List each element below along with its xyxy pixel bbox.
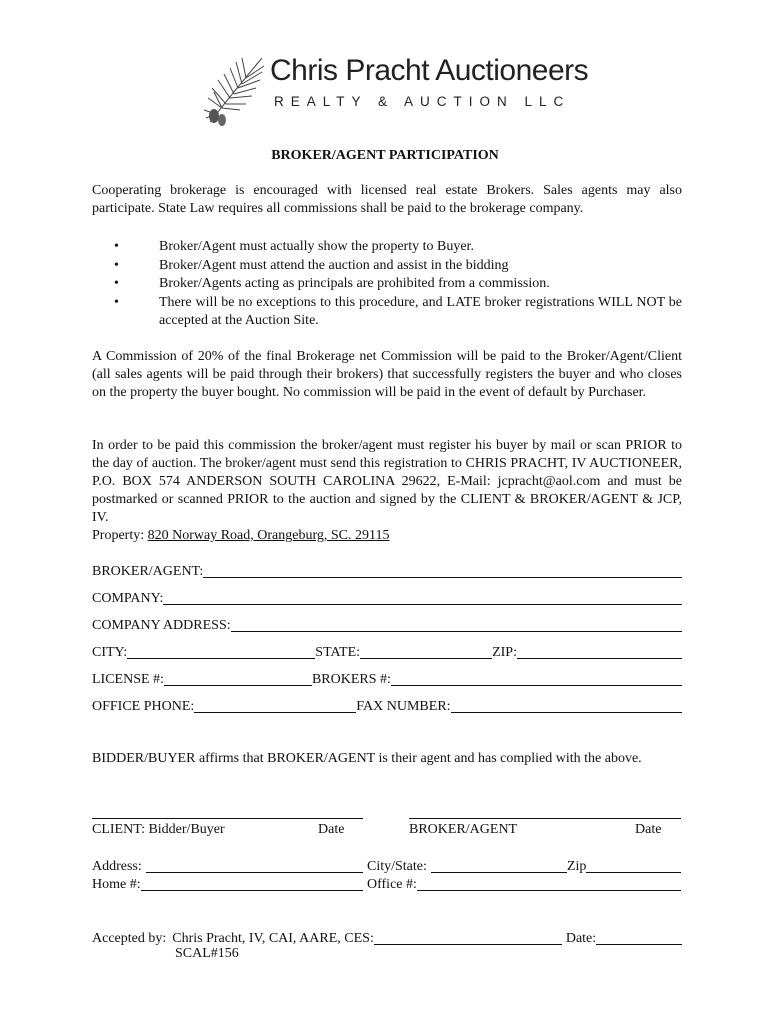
bullet-icon: • (114, 294, 119, 310)
company-address-field[interactable] (231, 616, 682, 632)
bullet-icon: • (114, 276, 119, 291)
broker-signature-line[interactable] (409, 818, 681, 819)
list-item (92, 238, 682, 257)
office-field[interactable] (417, 875, 681, 891)
property-address: 820 Norway Road, Orangeburg, SC. 29115 (147, 528, 390, 543)
bullet-icon: • (114, 239, 119, 254)
accepted-row (92, 929, 682, 947)
broker-signature-label: BROKER/AGENT (409, 822, 518, 837)
office-row (367, 875, 681, 893)
bullet-text: Broker/Agent must actually show the property to Buyer. (159, 239, 474, 254)
pine-branch-icon (200, 50, 280, 130)
list-item (92, 294, 682, 331)
license-field[interactable] (164, 670, 312, 686)
document-title: BROKER/AGENT PARTICIPATION (271, 148, 499, 163)
accepted-date-field[interactable] (596, 929, 682, 945)
office-label: Office #: (367, 877, 417, 892)
client-signature-label: CLIENT: Bidder/Buyer (92, 822, 225, 837)
zip-field[interactable] (517, 643, 682, 659)
city-label: CITY: (92, 645, 128, 660)
brokers-label: BROKERS #: (311, 672, 391, 687)
client-date-label: Date (318, 822, 345, 837)
intro-paragraph: Cooperating brokerage is encouraged with licensed real estate Brokers. Sales agents may also participate. State Law requires all commissions shall be paid to the brokerage company. (92, 183, 682, 216)
company-logo (200, 50, 589, 130)
bullet-text: There will be no exceptions to this procedure, and LATE broker registrations WILL NOT be accepted at the Auction Site. (159, 294, 682, 328)
bullet-icon: • (114, 257, 119, 273)
scal-number: SCAL#156 (175, 946, 239, 961)
state-field[interactable] (360, 643, 492, 659)
accepted-signature-field[interactable] (374, 929, 562, 945)
list-item (92, 257, 682, 276)
fax-number-field[interactable] (451, 697, 682, 713)
address-row (92, 857, 363, 875)
broker-agent-row (92, 562, 682, 580)
bullet-text: Broker/Agent must attend the auction and assist in the bidding (159, 257, 509, 273)
company-subtitle: REALTY & AUCTION LLC (274, 94, 571, 109)
client-signature-line[interactable] (92, 818, 363, 819)
license-brokers-row (92, 670, 682, 688)
broker-date-label: Date (635, 822, 662, 837)
accepted-label: Accepted by: (92, 931, 167, 946)
license-label: LICENSE #: (92, 672, 164, 687)
zip-label: ZIP: (492, 645, 517, 660)
company-field[interactable] (163, 589, 682, 605)
home-field[interactable] (141, 875, 363, 891)
address-field[interactable] (146, 857, 363, 873)
company-row (92, 589, 682, 607)
state-label: STATE: (315, 645, 361, 660)
company-label: COMPANY: (92, 591, 164, 606)
zip-sig-field[interactable] (586, 857, 681, 873)
home-row (92, 875, 363, 893)
rules-list (92, 238, 682, 331)
fax-number-label: FAX NUMBER: (356, 699, 451, 714)
commission-paragraph: A Commission of 20% of the final Brokerage net Commission will be paid to the Broker/Agent/Client (all sales agents will be paid through their brokers) that successfully registers the buyer and who closes on the property the buyer bought. No commission will be paid in the event of default by Purchaser. (92, 349, 682, 400)
registration-paragraph: In order to be paid this commission the broker/agent must register his buyer by mail or scan PRIOR to the day of auction. The broker/agent must send this registration to CHRIS PRACHT, IV AUCTIONEER, P.O. BOX 574 ANDERSON SOUTH CAROLINA 29622, E-Mail: jcpracht@aol.com and must be postmarked or scanned PRIOR to the auction and signed by the CLIENT & BROKER/AGENT & JCP, IV. (92, 438, 682, 525)
city-state-zip-row (92, 643, 682, 661)
home-label: Home #: (92, 877, 141, 892)
broker-agent-label: BROKER/AGENT: (92, 564, 204, 579)
company-address-label: COMPANY ADDRESS: (92, 618, 231, 633)
city-state-label: City/State: (367, 859, 427, 874)
list-item (92, 275, 682, 294)
city-field[interactable] (127, 643, 315, 659)
zip-sig-label: Zip (566, 859, 587, 874)
accepted-date-label: Date: (565, 931, 597, 946)
address-label: Address: (92, 859, 142, 874)
city-state-zip-sig-row (367, 857, 681, 875)
phone-fax-row (92, 697, 682, 715)
broker-agent-field[interactable] (203, 562, 682, 578)
office-phone-field[interactable] (194, 697, 356, 713)
property-line (92, 527, 682, 545)
bullet-text: Broker/Agents acting as principals are prohibited from a commission. (159, 276, 550, 291)
brokers-field[interactable] (391, 670, 682, 686)
company-address-row (92, 616, 682, 634)
city-state-field[interactable] (431, 857, 567, 873)
office-phone-label: OFFICE PHONE: (92, 699, 195, 714)
accepted-name: Chris Pracht, IV, CAI, AARE, CES: (172, 931, 374, 946)
company-name: Chris Pracht Auctioneers (270, 54, 589, 87)
property-label: Property: (92, 528, 145, 543)
affirm-paragraph: BIDDER/BUYER affirms that BROKER/AGENT is their agent and has complied with the above. (92, 751, 642, 766)
